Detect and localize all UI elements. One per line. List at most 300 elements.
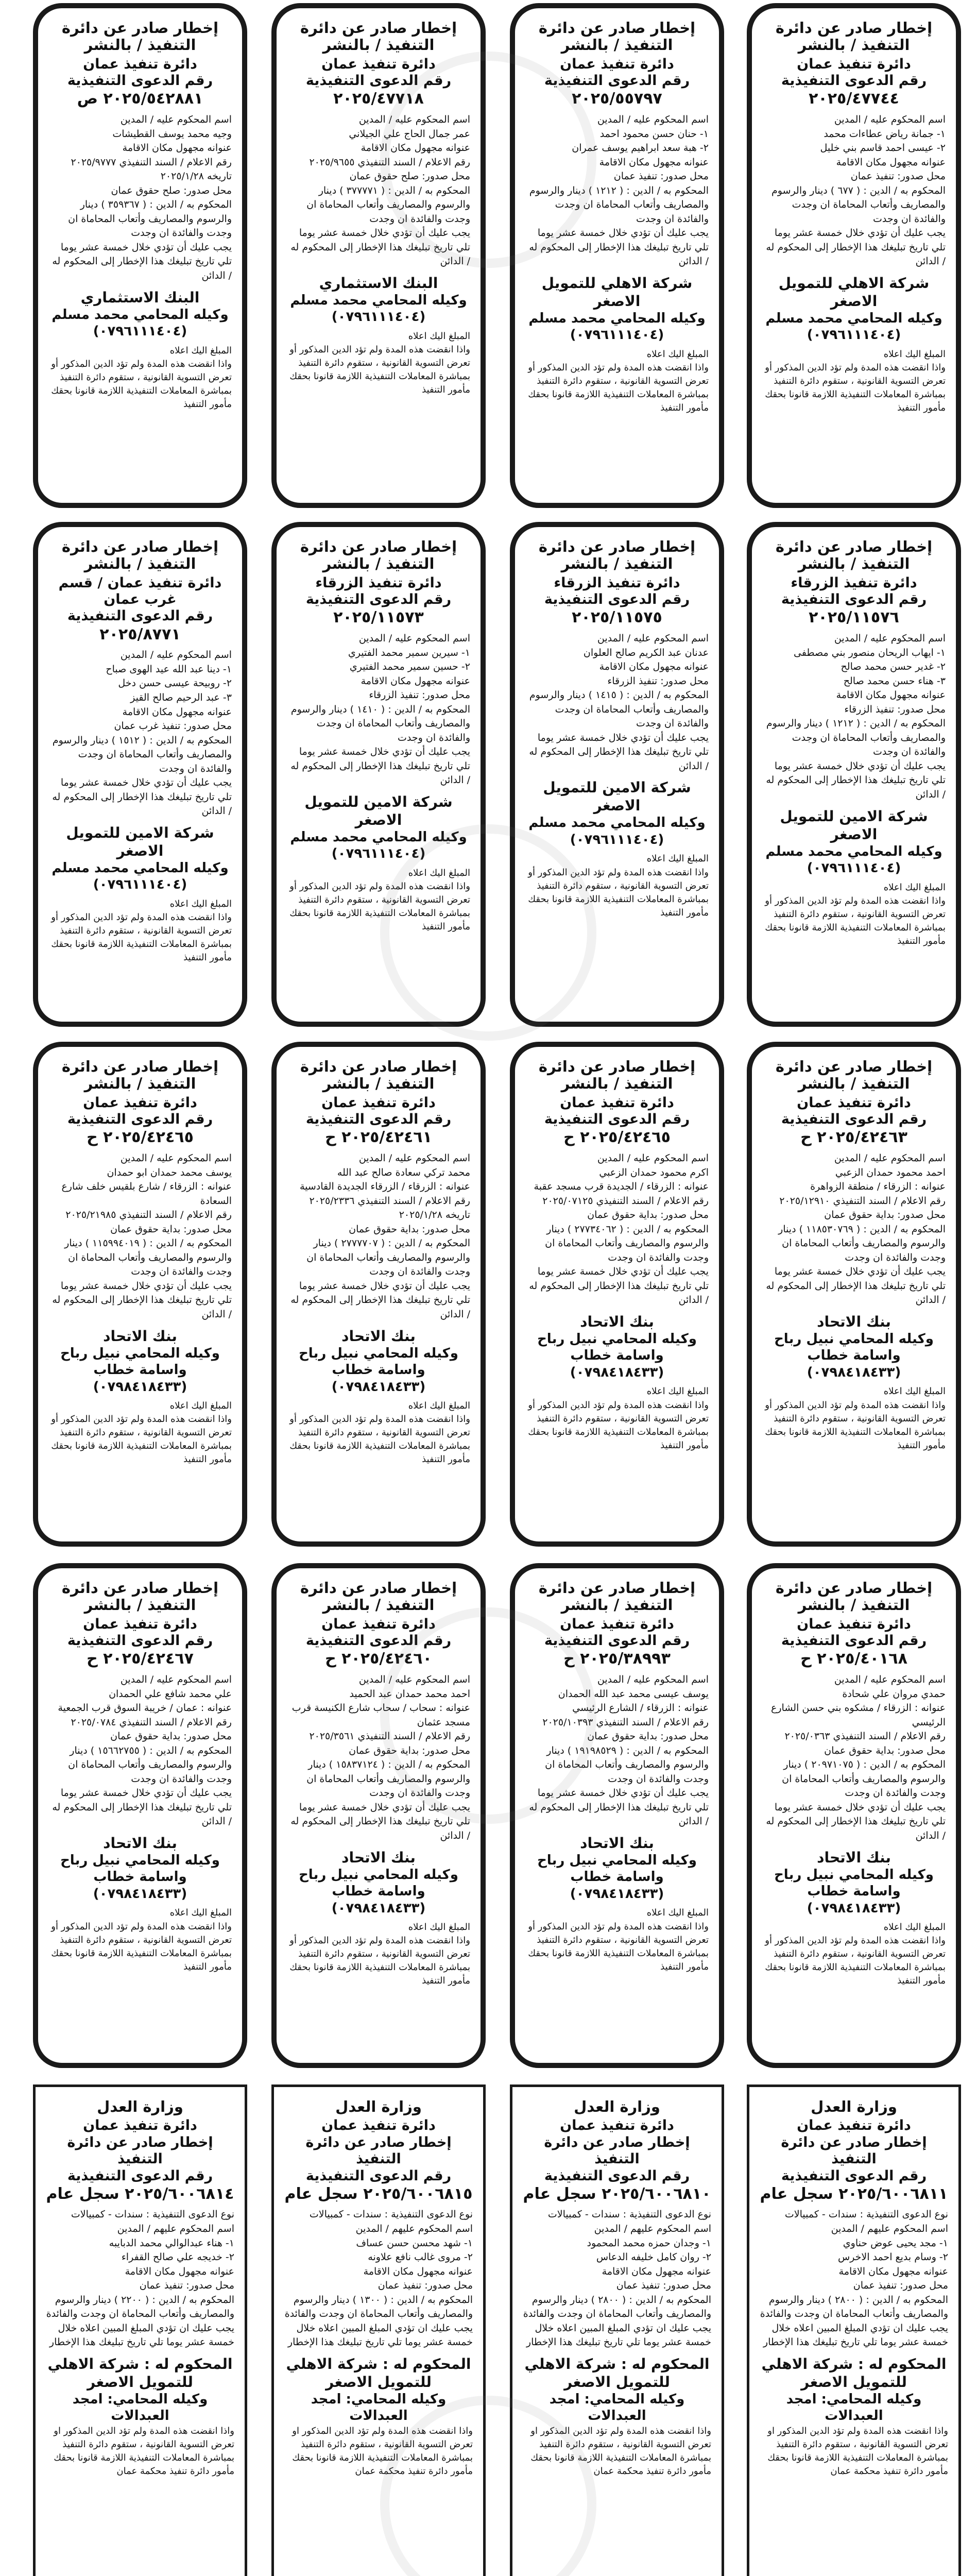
notice-footer-line: مأمور التنفيذ — [897, 935, 946, 946]
lawyer-phone: (٠٧٩٨٤١٨٤٣٣) — [570, 1886, 664, 1902]
notice-body-line: محل صدور: بداية حقوق عمان — [824, 1744, 946, 1756]
notice-footer — [762, 348, 946, 415]
notice-body-line: يجب عليك أن تؤدي خلال خمسة عشر يوما تلي تاريخ تبليغك هذا الإخطار إلى المحكوم له / الدائن — [529, 732, 709, 772]
notice-card — [33, 1563, 247, 2068]
notice-body-line: عنوانه : الزرقاء / الشارع الرئيسي — [572, 1702, 709, 1714]
notice-body-line: ٢- هبة سعد ابراهيم يوسف عمران — [572, 142, 709, 154]
notice-footer-line: المبلغ اليك اعلاه — [408, 867, 470, 878]
notice-header: إخطار صادر عن دائرة التنفيذ / بالنشر — [775, 1058, 933, 1093]
notice-subtitle: رقم الدعوى التنفيذية — [781, 1633, 927, 1649]
notice-body-line: عنوانه مجهول مكان الاقامة — [125, 2265, 234, 2277]
notice-body-line: محل صدور: بداية حقوق عمان — [587, 1209, 709, 1221]
notice-footer-line: المبلغ اليك اعلاه — [408, 1400, 470, 1412]
notice-subtitle: إخطار صادر عن دائرة التنفيذ — [781, 2134, 927, 2167]
notice-footer-line: المبلغ اليك اعلاه — [883, 348, 946, 360]
notice-footer — [762, 881, 946, 948]
notice-card — [271, 522, 486, 1027]
notice-subtitle: إخطار صادر عن دائرة التنفيذ — [544, 2134, 690, 2167]
notice-body-line: يجب عليك أن تؤدي خلال خمسة عشر يوما تلي تاريخ تبليغك هذا الإخطار إلى المحكوم له / الدائن — [529, 1787, 709, 1827]
notice-footer-line: المبلغ اليك اعلاه — [408, 330, 470, 342]
notice-body-line: محل صدور: بداية حقوق عمان — [824, 1209, 946, 1221]
notice-footer — [284, 2425, 473, 2478]
notice-body-line: المحكوم به / الدين : ( ١٢١٢ ) دينار والرسوم والمصاريف وأتعاب المحاماة ان وجدت والفائدة ان وجدت — [529, 184, 709, 225]
notice-body-line: ٢- حسين سمير محمد الفتيري — [349, 661, 470, 673]
notice-footer — [525, 1906, 709, 1973]
notice-subtitle: رقم الدعوى التنفيذية — [544, 1111, 690, 1128]
notice-subtitle: دائرة تنفيذ عمان — [797, 2117, 911, 2134]
notice-subtitle: رقم الدعوى التنفيذية — [305, 1111, 452, 1128]
notice-body-line: يجب عليك أن تؤدي خلال خمسة عشر يوما تلي تاريخ تبليغك هذا الإخطار إلى المحكوم له / الدائن — [52, 1787, 232, 1827]
notice-footer-line: واذا انقضت هذه المدة ولم تؤد الدين المذكور أو تعرض التسوية القانونية ، ستقوم دائرة التنفيذ بمباشرة المعاملات التنفيذية اللازمة قانونا بحقك — [51, 912, 232, 950]
notice-subtitle: دائرة تنفيذ عمان — [321, 1616, 436, 1632]
notice-body-line: عنوانه : سحاب / سحاب شارع الكنيسة قرب مسجد عثمان — [292, 1702, 470, 1728]
notice-body-line: محل صدور: تنفيذ عمان — [613, 171, 709, 182]
notice-subtitle: رقم الدعوى التنفيذية — [305, 1633, 452, 1649]
case-number: ٢٠٢٥/١١٥٧٦ — [809, 608, 899, 627]
notice-footer-line: واذا انقضت هذه المدة ولم تؤد الدين المذكور أو تعرض التسوية القانونية ، ستقوم دائرة التنفيذ بمباشرة المعاملات التنفيذية اللازمة قانونا بحقك — [765, 1399, 946, 1437]
notice-footer-line: واذا انقضت هذه المدة ولم تؤد الدين المذكور او تعرض التسوية القانونية ، ستقوم دائرة التنفيذ بمباشرة المعاملات التنفيذية اللازمة قانونا بحقك — [530, 2425, 711, 2464]
notice-body-line: اسم المحكوم عليهم / المدين — [831, 2223, 948, 2234]
notice-footer-line: واذا انقضت هذه المدة ولم تؤد الدين المذكور او تعرض التسوية القانونية ، ستقوم دائرة التنفيذ بمباشرة المعاملات التنفيذية اللازمة قانونا بحقك — [292, 2425, 473, 2464]
notice-card — [510, 1563, 724, 2068]
notice-card — [747, 1563, 961, 2068]
creditor-name: بنك الاتحاد — [103, 1834, 177, 1852]
notice-footer — [287, 1399, 470, 1466]
notice-footer-line: مأمور التنفيذ — [183, 398, 232, 410]
notice-body-line: ١- جمانة رياض عطاءات محمد — [824, 128, 946, 140]
notice-body-line: يجب عليك أن تؤدي خلال خمسة عشر يوما تلي تاريخ تبليغك هذا الإخطار إلى المحكوم له / الدائن — [766, 760, 946, 800]
notice-subtitle: رقم الدعوى التنفيذية — [67, 73, 213, 89]
notice-subtitle: دائرة تنفيذ عمان / قسم غرب عمان — [58, 574, 222, 608]
lawyer-name: وكيله المحامي محمد مسلم — [290, 292, 467, 308]
notice-body-line: نوع الدعوى التنفيذية : سندات - كمبيالات — [309, 2209, 473, 2221]
notice-body-line: المحكوم به / الدين : ( ٢٨٠٠ ) دينار والرسوم والمصاريف وأتعاب المحاماة ان وجدت والفائدة — [760, 2294, 948, 2320]
lawyer-name: وكيله المحامي محمد مسلم — [528, 310, 706, 326]
notice-header: إخطار صادر عن دائرة التنفيذ / بالنشر — [300, 538, 457, 573]
case-number: ٢٠٢٥/٤٠١٦٨ ح — [800, 1650, 907, 1668]
notice-body-line: احمد محمد حمدان عبد الحميد — [349, 1688, 470, 1700]
lawyer-name: وكيله المحامي نبيل رباح واسامة خطاب — [537, 1852, 697, 1885]
notice-body-line: رقم الاعلام / السند التنفيذي ٢٠٢٥/٠٧٨٤ — [71, 1716, 232, 1728]
notice-card — [33, 1042, 247, 1547]
notice-subtitle: دائرة تنفيذ عمان — [83, 1094, 197, 1111]
notice-body-line: يجب عليك أن تؤدي خلال خمسة عشر يوما تلي تاريخ تبليغك هذا الإخطار إلى المحكوم له / الدائن — [290, 227, 470, 267]
notice-body-line: تاريخه ٢٠٢٥/١/٢٨ — [399, 1209, 470, 1221]
notice-header: إخطار صادر عن دائرة التنفيذ / بالنشر — [538, 19, 696, 54]
notice-body-line: ٢- مروى غالب نافع علاونه — [368, 2251, 473, 2263]
notice-header: إخطار صادر عن دائرة التنفيذ / بالنشر — [61, 1579, 219, 1614]
notice-body-line: ٢- غدير حسن محمد صالح — [841, 661, 946, 673]
notice-body-line: محل صدور: تنفيذ غرب عمان — [114, 720, 232, 732]
notice-card — [510, 3, 724, 508]
notice-footer-line: واذا انقضت هذه المدة ولم تؤد الدين المذكور او تعرض التسوية القانونية ، ستقوم دائرة التنفيذ بمباشرة المعاملات التنفيذية اللازمة قانونا بحقك — [54, 2425, 234, 2464]
notice-body-line: عنوانه مجهول مكان الاقامة — [836, 689, 946, 701]
notice-body-line: المحكوم به / الدين : ( ٣٥٩٣٦٧ ) دينار والرسوم والمصاريف وأتعاب المحاماة ان وجدت والفائدة ان وجدت — [68, 199, 232, 239]
creditor-name: بنك الاتحاد — [341, 1849, 416, 1866]
notice-body-line: عنوانه مجهول مكان الاقامة — [602, 2265, 711, 2277]
notice-card — [747, 1042, 961, 1547]
notice-body-line: ١- حنان حسن محمود احمد — [599, 128, 709, 140]
notice-body-line: حمدي مروان علي شحادة — [842, 1688, 946, 1700]
notice-body-line: محل صدور: تنفيذ الزرقاء — [607, 675, 709, 687]
creditor-name: بنك الاتحاد — [817, 1849, 891, 1866]
case-number: ٢٠٢٥/١١٥٧٣ — [333, 608, 424, 627]
notice-body-line: ٣- عبد الرحيم صالح القيز — [130, 692, 232, 703]
notice-card — [271, 1042, 486, 1547]
notice-header: وزارة العدل — [574, 2098, 660, 2115]
notice-subtitle: دائرة تنفيذ عمان — [321, 2117, 436, 2134]
notice-body-line: المحكوم به / الدين : ( ١١٨٥٣٠٧٦٩ ) دينار والرسوم والمصاريف وأتعاب المحاماة ان وجدت والفائدة ان وجدت — [778, 1223, 946, 1263]
notice-body-line: عنوانه مجهول مكان الاقامة — [599, 156, 709, 168]
notice-subtitle: دائرة تنفيذ عمان — [83, 56, 197, 72]
notice-body-line: محل صدور: بداية حقوق عمان — [587, 1731, 709, 1742]
notice-subtitle: دائرة تنفيذ عمان — [321, 56, 436, 72]
notice-body-line: اسم المحكوم عليه / المدين — [358, 113, 470, 125]
notice-body-line: يجب عليك أن تؤدي خلال خمسة عشر يوما تلي تاريخ تبليغك هذا الإخطار إلى المحكوم له / الدائن — [529, 227, 709, 267]
notice-subtitle: رقم الدعوى التنفيذية — [544, 2167, 690, 2184]
notice-body-line: المحكوم به / الدين : ( ٢٢٠٠ ) دينار والرسوم والمصاريف وأتعاب المحاماة ان وجدت والفائدة — [46, 2294, 234, 2320]
lawyer-name: وكيله المحامي: امجد العبدالات — [72, 2391, 208, 2424]
lawyer-phone: (٠٧٩٦١١١٤٠٤) — [570, 832, 664, 848]
notice-card — [271, 2084, 486, 2576]
creditor-name: بنك الاتحاد — [817, 1313, 891, 1330]
notice-footer-line: مأمور التنفيذ — [660, 402, 709, 414]
notice-body-line: المحكوم به / الدين : ( ١١٥٩٩٤٠١٩ ) دينار والرسوم والمصاريف وأتعاب المحاماة ان وجدت والفائدة ان وجدت — [64, 1238, 232, 1278]
notice-subtitle: إخطار صادر عن دائرة التنفيذ — [67, 2134, 213, 2167]
creditor-name: المحكوم له : شركة الاهلي للتمويل الاصغر — [286, 2355, 471, 2391]
notice-subtitle: دائرة تنفيذ عمان — [560, 56, 674, 72]
notice-footer-line: مأمور التنفيذ — [422, 1454, 470, 1465]
notice-body-line: تاريخه ٢٠٢٥/١/٢٨ — [160, 171, 232, 182]
notice-footer — [523, 2425, 711, 2478]
creditor-name: المحكوم له : شركة الاهلي للتمويل الاصغر — [47, 2355, 233, 2391]
notice-header: إخطار صادر عن دائرة التنفيذ / بالنشر — [538, 538, 696, 573]
notice-body-line: ١- وجدان حمزه محمد المحمود — [587, 2237, 711, 2249]
notice-body-line: المحكوم به / الدين : ( ٢٠٩٧١٠٧٥ ) دينار والرسوم والمصاريف وأتعاب المحاماة ان وجدت والفائدة ان وجدت — [782, 1759, 946, 1799]
notice-body-line: رقم الاعلام / السند التنفيذي ٢٠٢٥/٠٧١٢٥ — [542, 1195, 709, 1207]
notice-body-line: علي محمد شافع علي الحمدان — [109, 1688, 232, 1700]
notice-subtitle: دائرة تنفيذ عمان — [797, 1094, 911, 1111]
notice-footer — [48, 344, 232, 411]
notice-body-line: اسم المحكوم عليه / المدين — [834, 113, 946, 125]
notice-footer-line: واذا انقضت هذه المدة ولم تؤد الدين المذكور أو تعرض التسوية القانونية ، ستقوم دائرة التنفيذ بمباشرة المعاملات التنفيذية اللازمة قانونا بحقك — [765, 895, 946, 933]
notice-body-line: محل صدور: بداية حقوق عمان — [110, 1223, 232, 1235]
notice-header: وزارة العدل — [97, 2098, 183, 2115]
notice-body-line: اسم المحكوم عليه / المدين — [834, 632, 946, 644]
notice-footer — [760, 2425, 948, 2478]
notice-card — [33, 3, 247, 508]
notice-body-line: ١- ايهاب الريحان منصور بني مصطفى — [793, 647, 946, 658]
notice-body-line: المحكوم به / الدين : ( ٢٧٧٧٧٠٧ ) دينار والرسوم والمصاريف وأتعاب المحاماة ان وجدت والفائدة ان وجدت — [306, 1238, 470, 1278]
notice-header: وزارة العدل — [335, 2098, 422, 2115]
notice-body-line: محل صدور: تنفيذ عمان — [853, 2280, 948, 2292]
lawyer-name: وكيله المحامي: امجد العبدالات — [311, 2391, 447, 2424]
notice-header: إخطار صادر عن دائرة التنفيذ / بالنشر — [775, 1579, 933, 1614]
notice-footer-line: مأمور دائرة تنفيذ محكمة عمان — [593, 2466, 711, 2477]
notice-body-line: يجب عليك ان تؤدي المبلغ المبين اعلاه خلال خمسة عشر يوما تلي تاريخ تبليغك هذا الإخطار — [287, 2322, 473, 2348]
notice-body-line: يجب عليك أن تؤدي خلال خمسة عشر يوما تلي تاريخ تبليغك هذا الإخطار إلى المحكوم له / الدائن — [52, 1280, 232, 1320]
notice-footer-line: المبلغ اليك اعلاه — [646, 1907, 709, 1919]
notice-card — [271, 1563, 486, 2068]
notice-header: إخطار صادر عن دائرة التنفيذ / بالنشر — [538, 1058, 696, 1093]
case-number: ٢٠٢٥/٦٠٠٦٨١٠ سجل عام — [523, 2184, 711, 2203]
lawyer-phone: (٠٧٩٦١١١٤٠٤) — [807, 860, 901, 876]
notice-body-line: محل صدور: تنفيذ الزرقاء — [844, 703, 946, 715]
notice-footer — [525, 348, 709, 415]
case-number: ٢٠٢٥/١١٥٧٥ — [572, 608, 662, 627]
notice-footer-line: مأمور التنفيذ — [183, 952, 232, 963]
lawyer-phone: (٠٧٩٨٤١٨٤٣٣) — [807, 1364, 901, 1380]
notice-body-line: وجيه محمد يوسف القطيشات — [112, 128, 232, 140]
notice-subtitle: دائرة تنفيذ الزرقاء — [791, 574, 917, 591]
notice-body-line: عنوانه مجهول مكان الاقامة — [122, 142, 232, 154]
creditor-name: شركة الامين للتمويل الاصغر — [66, 824, 214, 859]
notice-subtitle: دائرة تنفيذ الزرقاء — [554, 574, 680, 591]
notice-card — [747, 522, 961, 1027]
case-number: ٢٠٢٥/٣٨٩٩٣ ح — [563, 1650, 671, 1668]
notice-body — [287, 1673, 470, 1843]
lawyer-name: وكيله المحامي نبيل رباح واسامة خطاب — [60, 1345, 220, 1378]
lawyer-name: وكيله المحامي محمد مسلم — [765, 310, 942, 326]
notice-footer-line: مأمور دائرة تنفيذ محكمة عمان — [830, 2466, 948, 2477]
notice-footer — [762, 1921, 946, 1988]
notice-header: إخطار صادر عن دائرة التنفيذ / بالنشر — [775, 538, 933, 573]
creditor-name: المحكوم له : شركة الاهلي للتمويل الاصغر — [524, 2355, 710, 2391]
notice-footer-line: المبلغ اليك اعلاه — [883, 882, 946, 893]
lawyer-phone: (٠٧٩٦١١١٤٠٤) — [93, 324, 187, 340]
notice-subtitle: رقم الدعوى التنفيذية — [544, 73, 690, 89]
notice-subtitle: دائرة تنفيذ عمان — [797, 1616, 911, 1632]
notice-body-line: محمد تركي سعادة صالح عبد الله — [337, 1166, 470, 1178]
notice-body-line: عنوانه مجهول مكان الاقامة — [361, 675, 470, 687]
case-number: ٢٠٢٥/٦٠٠٦٨١١ سجل عام — [760, 2184, 948, 2203]
notice-body-line: المحكوم به / الدين : ( ١٥٦٦٢٧٥٥ ) دينار والرسوم والمصاريف وأتعاب المحاماة ان وجدت والفائدة ان وجدت — [68, 1744, 232, 1785]
lawyer-phone: (٠٧٩٦١١١٤٠٤) — [570, 327, 664, 343]
case-number: ٢٠٢٥/٥٥٧٩٧ — [572, 90, 662, 108]
notice-body-line: يجب عليك ان تؤدي المبلغ المبين اعلاه خلال خمسة عشر يوما تلي تاريخ تبليغك هذا الإخطار — [763, 2322, 948, 2348]
notice-body-line: ٢- خديجه علي صالح القفراء — [121, 2251, 234, 2263]
notice-body-line: المحكوم به / الدين : ( ١٤١٠ ) دينار والرسوم والمصاريف وأتعاب المحاماة ان وجدت والفائدة ان وجدت — [290, 703, 470, 743]
notice-footer — [287, 867, 470, 934]
notice-body-line: اسم المحكوم عليه / المدين — [597, 632, 709, 644]
notice-subtitle: رقم الدعوى التنفيذية — [67, 1111, 213, 1128]
notice-body — [525, 1151, 709, 1308]
notice-body-line: عنوانه مجهول مكان الاقامة — [599, 661, 709, 673]
notice-subtitle: دائرة تنفيذ عمان — [560, 2117, 674, 2134]
lawyer-name: وكيله المحامي نبيل رباح واسامة خطاب — [60, 1852, 220, 1885]
notice-footer-line: المبلغ اليك اعلاه — [883, 1922, 946, 1933]
creditor-name: بنك الاتحاد — [341, 1327, 416, 1345]
notice-footer — [287, 1921, 470, 1988]
notice-body-line: يجب عليك ان تؤدي المبلغ المبين اعلاه خلال خمسة عشر يوما تلي تاريخ تبليغك هذا الإخطار — [526, 2322, 711, 2348]
notice-body-line: محل صدور: بداية حقوق عمان — [110, 1731, 232, 1742]
notice-card — [33, 522, 247, 1027]
notice-body-line: ٢- عيسى احمد قاسم بني خليل — [820, 142, 946, 154]
notice-subtitle: رقم الدعوى التنفيذية — [781, 1111, 927, 1128]
notice-body-line: يجب عليك أن تؤدي خلال خمسة عشر يوما تلي تاريخ تبليغك هذا الإخطار إلى المحكوم له / الدائن — [766, 227, 946, 267]
notice-footer-line: مأمور التنفيذ — [897, 1439, 946, 1451]
notice-body-line: رقم الاعلام / السند التنفيذي ٢٠٢٥/١٠٣٩٣ — [542, 1716, 709, 1728]
creditor-name: بنك الاتحاد — [580, 1834, 654, 1852]
notice-body-line: محل صدور: صلح حقوق عمان — [349, 171, 470, 182]
notice-card — [747, 3, 961, 508]
notice-body — [762, 113, 946, 269]
notice-footer — [48, 897, 232, 964]
notice-body-line: يجب عليك ان تؤدي المبلغ المبين اعلاه خلال خمسة عشر يوما تلي تاريخ تبليغك هذا الإخطار — [49, 2322, 234, 2348]
notice-subtitle: رقم الدعوى التنفيذية — [781, 73, 927, 89]
notice-body — [760, 2208, 948, 2349]
creditor-name: البنك الاستثماري — [319, 274, 438, 292]
case-number: ٢٠٢٥/٤٢٤٦٧ ح — [87, 1650, 194, 1668]
notice-body-line: عنوانه : الزرقاء / منطقة الزواهرة — [810, 1181, 946, 1193]
creditor-name: المحكوم له : شركة الاهلي للتمويل الاصغر — [761, 2355, 947, 2391]
notice-body-line: اسم المحكوم عليه / المدين — [120, 113, 232, 125]
notice-body-line: رقم الاعلام / السند التنفيذي ٢٠٢٥/٣٥٦١ — [309, 1731, 470, 1742]
case-number: ٢٠٢٥/٦٠٠٦٨١٤ سجل عام — [46, 2184, 234, 2203]
notice-body-line: ٢- روان كامل خليفه الدعاس — [596, 2251, 711, 2263]
creditor-name: البنك الاستثماري — [80, 289, 200, 306]
notice-footer-line: واذا انقضت هذه المدة ولم تؤد الدين المذكور أو تعرض التسوية القانونية ، ستقوم دائرة التنفيذ بمباشرة المعاملات التنفيذية اللازمة قانونا بحقك — [765, 1935, 946, 1973]
notice-body — [525, 1673, 709, 1829]
lawyer-name: وكيله المحامي محمد مسلم — [765, 843, 942, 859]
notice-body-line: ١- هناء عبدالوالي محمد الدبايبه — [109, 2237, 234, 2249]
notice-body-line: اسم المحكوم عليهم / المدين — [117, 2223, 234, 2234]
lawyer-phone: (٠٧٩٦١١١٤٠٤) — [331, 846, 426, 862]
case-number: ٢٠٢٥/٤٢٤٦٣ ح — [800, 1128, 907, 1147]
notice-body — [525, 632, 709, 773]
creditor-name: شركة الاهلي للتمويل الاصغر — [778, 274, 930, 310]
notice-body-line: المحكوم به / الدين : ( ١٥١٢ ) دينار والرسوم والمصاريف وأتعاب المحاماة ان وجدت والفائدة ان وجدت — [52, 734, 232, 774]
notice-body-line: يجب عليك أن تؤدي خلال خمسة عشر يوما تلي تاريخ تبليغك هذا الإخطار إلى المحكوم له / الدائن — [290, 1280, 470, 1320]
lawyer-name: وكيله المحامي محمد مسلم — [290, 829, 467, 845]
case-number: ٢٠٢٥/٤٢٤٦٠ ح — [325, 1650, 432, 1668]
notice-footer — [46, 2425, 234, 2478]
notice-body-line: اسم المحكوم عليه / المدين — [358, 1673, 470, 1685]
notice-footer-line: مأمور دائرة تنفيذ محكمة عمان — [355, 2466, 473, 2477]
notice-body — [48, 113, 232, 283]
notice-footer — [48, 1906, 232, 1973]
notice-body-line: يجب عليك أن تؤدي خلال خمسة عشر يوما تلي تاريخ تبليغك هذا الإخطار إلى المحكوم له / الدائن — [52, 777, 232, 817]
notice-body-line: المحكوم به / الدين : ( ٢٨٠٠ ) دينار والرسوم والمصاريف وأتعاب المحاماة ان وجدت والفائدة — [523, 2294, 711, 2320]
lawyer-name: وكيله المحامي محمد مسلم — [52, 860, 229, 876]
notice-body-line: يوسف محمد حمدان ابو حمدان — [107, 1166, 232, 1178]
notice-footer-line: واذا انقضت هذه المدة ولم تؤد الدين المذكور أو تعرض التسوية القانونية ، ستقوم دائرة التنفيذ بمباشرة المعاملات التنفيذية اللازمة قانونا بحقك — [289, 1414, 470, 1452]
notice-footer-line: مأمور التنفيذ — [422, 1975, 470, 1987]
notice-body-line: محل صدور: تنفيذ الزرقاء — [369, 689, 470, 701]
notice-card — [510, 2084, 724, 2576]
notice-header: إخطار صادر عن دائرة التنفيذ / بالنشر — [61, 1058, 219, 1093]
notice-footer-line: المبلغ اليك اعلاه — [169, 345, 232, 356]
case-number: ٢٠٢٥/٤٢٤٦١ ح — [325, 1128, 432, 1147]
lawyer-phone: (٠٧٩٦١١١٤٠٤) — [807, 327, 901, 343]
notice-body-line: المحكوم به / الدين : ( ٦٧٧ ) دينار والرسوم والمصاريف وأتعاب المحاماة ان وجدت والفائدة ان وجدت — [772, 184, 946, 225]
notice-card — [271, 3, 486, 508]
notice-footer-line: المبلغ اليك اعلاه — [169, 1400, 232, 1412]
notice-subtitle: رقم الدعوى التنفيذية — [781, 591, 927, 608]
notice-footer-line: واذا انقضت هذه المدة ولم تؤد الدين المذكور أو تعرض التسوية القانونية ، ستقوم دائرة التنفيذ بمباشرة المعاملات التنفيذية اللازمة قانونا بحقك — [289, 1935, 470, 1973]
notice-body-line: اسم المحكوم عليه / المدين — [834, 1673, 946, 1685]
notice-footer-line: واذا انقضت هذه المدة ولم تؤد الدين المذكور او تعرض التسوية القانونية ، ستقوم دائرة التنفيذ بمباشرة المعاملات التنفيذية اللازمة قانونا بحقك — [767, 2425, 948, 2464]
notice-footer — [525, 852, 709, 919]
case-number: ٢٠٢٥/٥٤٢٨٨١ ص — [77, 90, 203, 108]
notice-body-line: اسم المحكوم عليه / المدين — [120, 649, 232, 661]
notice-subtitle: رقم الدعوى التنفيذية — [544, 1633, 690, 1649]
notice-body-line: نوع الدعوى التنفيذية : سندات - كمبيالات — [547, 2209, 711, 2221]
case-number: ٢٠٢٥/٦٠٠٦٨١٥ سجل عام — [284, 2184, 473, 2203]
notice-footer — [762, 1385, 946, 1452]
notice-subtitle: دائرة تنفيذ عمان — [797, 56, 911, 72]
notice-footer-line: واذا انقضت هذه المدة ولم تؤد الدين المذكور أو تعرض التسوية القانونية ، ستقوم دائرة التنفيذ بمباشرة المعاملات التنفيذية اللازمة قانونا بحقك — [51, 1414, 232, 1452]
notice-body — [48, 648, 232, 819]
notice-body — [287, 632, 470, 788]
notice-body — [287, 1151, 470, 1322]
notice-footer-line: مأمور التنفيذ — [183, 1454, 232, 1465]
notice-footer-line: واذا انقضت هذه المدة ولم تؤد الدين المذكور أو تعرض التسوية القانونية ، ستقوم دائرة التنفيذ بمباشرة المعاملات التنفيذية اللازمة قانونا بحقك — [528, 867, 709, 905]
case-number: ٢٠٢٥/٤٧٧١٨ — [333, 90, 424, 108]
lawyer-phone: (٠٧٩٨٤١٨٤٣٣) — [93, 1886, 187, 1902]
notice-body-line: اسم المحكوم عليه / المدين — [834, 1152, 946, 1164]
notice-body-line: عنوانه : الزرقاء / شارع بلقيس خلف شارع السعادة — [61, 1181, 232, 1207]
notice-body-line: عنوانه : عمان / خريبة السوق قرب الجمعية — [58, 1702, 232, 1714]
lawyer-name: وكيله المحامي محمد مسلم — [528, 815, 706, 831]
notice-card — [510, 522, 724, 1027]
notice-body-line: عنوانه : الزرقاء / الجديدة قرب مسجد عقبة — [534, 1181, 709, 1193]
notice-body-line: اسم المحكوم عليهم / المدين — [594, 2223, 711, 2234]
notice-footer-line: مأمور التنفيذ — [422, 921, 470, 933]
notice-footer-line: واذا انقضت هذه المدة ولم تؤد الدين المذكور أو تعرض التسوية القانونية ، ستقوم دائرة التنفيذ بمباشرة المعاملات التنفيذية اللازمة قانونا بحقك — [51, 358, 232, 396]
notice-body — [46, 2208, 234, 2349]
notice-footer-line: مأمور دائرة تنفيذ محكمة عمان — [116, 2466, 234, 2477]
case-number: ٢٠٢٥/٤٢٤٦٥ ح — [87, 1128, 194, 1147]
creditor-name: شركة الامين للتمويل الاصغر — [304, 793, 453, 828]
notice-body-line: محل صدور: صلح حقوق عمان — [111, 184, 232, 196]
notice-body — [284, 2208, 473, 2349]
notice-body-line: محل صدور: بداية حقوق عمان — [349, 1223, 470, 1235]
notice-body-line: نوع الدعوى التنفيذية : سندات - كمبيالات — [71, 2209, 234, 2221]
notice-body-line: يجب عليك أن تؤدي خلال خمسة عشر يوما تلي تاريخ تبليغك هذا الإخطار إلى المحكوم له / الدائن — [766, 1801, 946, 1841]
notice-footer-line: المبلغ اليك اعلاه — [169, 898, 232, 909]
notice-body-line: عمر جمال الحاج علي الجيلاني — [349, 128, 470, 140]
notice-header: إخطار صادر عن دائرة التنفيذ / بالنشر — [61, 538, 219, 573]
notice-footer — [525, 1385, 709, 1452]
notice-header: إخطار صادر عن دائرة التنفيذ / بالنشر — [538, 1579, 696, 1614]
notice-subtitle: رقم الدعوى التنفيذية — [67, 1633, 213, 1649]
notice-body — [525, 113, 709, 269]
notice-body-line: رقم الاعلام / السند التنفيذي ٢٠٢٥/٢١٩٨٥ — [65, 1209, 232, 1221]
notice-subtitle: رقم الدعوى التنفيذية — [67, 608, 213, 624]
lawyer-phone: (٠٧٩٨٤١٨٤٣٣) — [331, 1900, 426, 1916]
notice-subtitle: دائرة تنفيذ عمان — [321, 1094, 436, 1111]
creditor-name: بنك الاتحاد — [103, 1327, 177, 1345]
notice-body-line: اسم المحكوم عليه / المدين — [120, 1673, 232, 1685]
notice-body-line: اسم المحكوم عليه / المدين — [597, 1673, 709, 1685]
notice-body-line: يوسف عيسى محمد عبد الله الحمدان — [558, 1688, 709, 1700]
notice-body-line: عنوانه مجهول مكان الاقامة — [838, 2265, 948, 2277]
notice-subtitle: دائرة تنفيذ عمان — [560, 1094, 674, 1111]
notice-body-line: محل صدور: تنفيذ عمان — [850, 171, 946, 182]
lawyer-name: وكيله المحامي محمد مسلم — [52, 307, 229, 323]
notice-body-line: يجب عليك أن تؤدي خلال خمسة عشر يوما تلي تاريخ تبليغك هذا الإخطار إلى المحكوم له / الدائن — [529, 1266, 709, 1306]
notice-footer-line: المبلغ اليك اعلاه — [646, 853, 709, 865]
notice-body-line: اكرم محمود حمدان الزعبي — [599, 1166, 709, 1178]
notice-body-line: اسم المحكوم عليه / المدين — [358, 1152, 470, 1164]
notice-body — [48, 1673, 232, 1829]
notice-body-line: عنوانه مجهول مكان الاقامة — [122, 706, 232, 718]
notice-body-line: عدنان عبد الكريم صالح العلوان — [583, 647, 709, 658]
notice-body-line: ٢- روبيحة عيسى حسن دخل — [118, 677, 232, 689]
notice-header: إخطار صادر عن دائرة التنفيذ / بالنشر — [300, 1058, 457, 1093]
notice-body-line: ٣- هناء حسن محمد صالح — [843, 675, 946, 687]
